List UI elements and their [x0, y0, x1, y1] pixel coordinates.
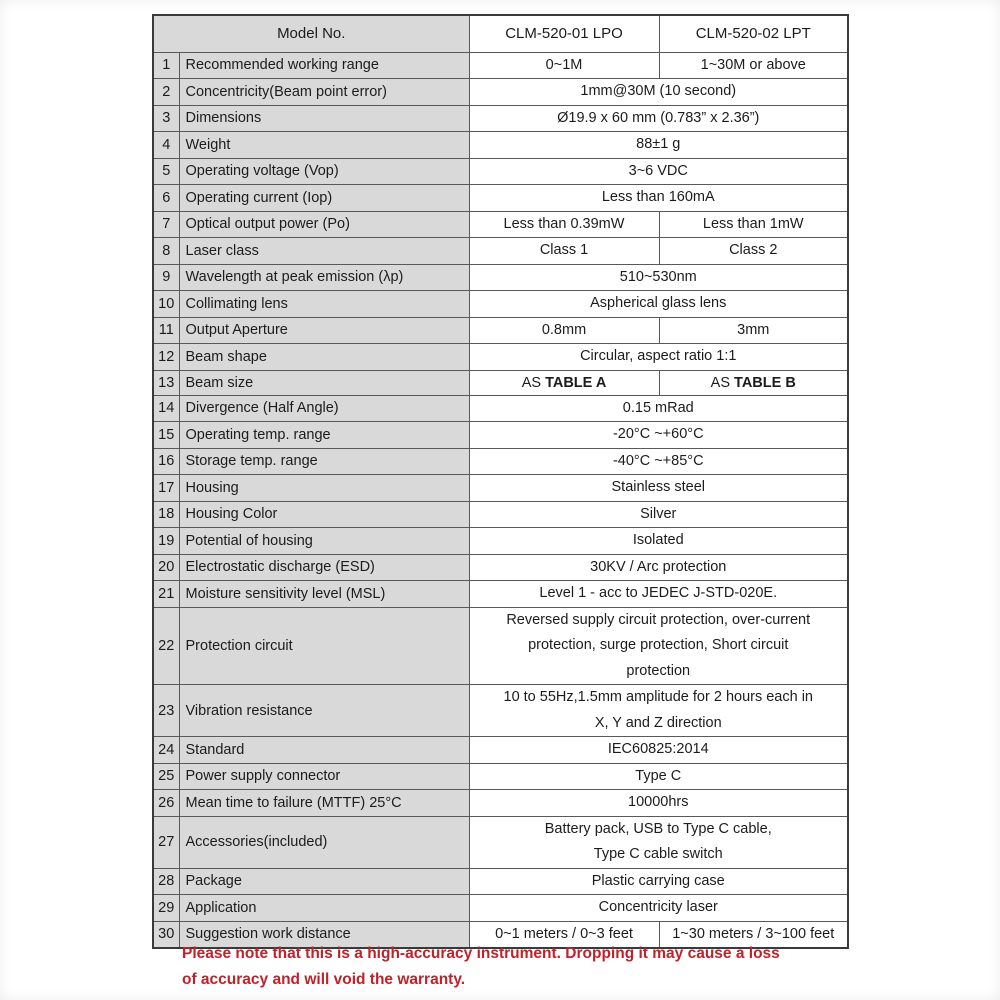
- spec-value-line: Circular, aspect ratio 1:1: [580, 348, 737, 364]
- spec-value-line: X, Y and Z direction: [594, 714, 722, 731]
- row-number: 6: [153, 185, 179, 212]
- spec-row: [153, 264, 848, 291]
- spec-value: [469, 581, 848, 608]
- row-number: 22: [153, 607, 179, 685]
- row-number: 18: [153, 501, 179, 528]
- spec-value-line: Less than 1mW: [702, 215, 804, 232]
- spec-row: [153, 52, 848, 79]
- spec-value-line: Aspherical glass lens: [590, 295, 727, 311]
- row-number: 29: [153, 895, 179, 922]
- warning-note-line-1: Please note that this is a high-accuracy instrument. Dropping it may cause a loss: [182, 945, 780, 962]
- row-number: 27: [153, 816, 179, 868]
- spec-value-line: Less than 160mA: [601, 189, 715, 205]
- spec-row: [153, 528, 848, 555]
- spec-label: Divergence (Half Angle): [179, 395, 469, 422]
- spec-table-body: [153, 52, 848, 948]
- spec-value: [469, 264, 848, 291]
- spec-value: [659, 211, 848, 238]
- spec-row: [153, 211, 848, 238]
- spec-label: Operating temp. range: [179, 422, 469, 449]
- spec-row: [153, 105, 848, 132]
- model-2-header: CLM-520-02 LPT: [659, 15, 848, 52]
- spec-value-line: 30KV / Arc protection: [590, 558, 727, 575]
- row-number: 13: [153, 370, 179, 395]
- spec-value: [469, 422, 848, 449]
- spec-value: [469, 52, 659, 79]
- spec-row: [153, 501, 848, 528]
- spec-label: Operating current (Iop): [179, 185, 469, 212]
- warning-note: [182, 941, 862, 993]
- spec-row: [153, 79, 848, 106]
- spec-label: Mean time to failure (MTTF) 25°C: [179, 790, 469, 817]
- spec-value-line: 10000hrs: [628, 794, 689, 810]
- spec-value-line: Battery pack, USB to Type C cable,: [544, 820, 772, 837]
- spec-row: [153, 685, 848, 737]
- spec-value: [469, 317, 659, 344]
- spec-row: [153, 790, 848, 817]
- spec-row: [153, 422, 848, 449]
- spec-value: [469, 158, 848, 185]
- spec-value-line: 1~30 meters / 3~100 feet: [672, 925, 835, 942]
- spec-value-line: Level 1 - acc to JEDEC J-STD-020E.: [539, 585, 778, 601]
- spec-label: Accessories(included): [179, 816, 469, 868]
- spec-value: [469, 448, 848, 475]
- row-number: 14: [153, 395, 179, 422]
- spec-table: [152, 14, 849, 949]
- spec-row: [153, 370, 848, 395]
- spec-label: Application: [179, 895, 469, 922]
- row-number: 10: [153, 291, 179, 318]
- spec-value: AS TABLE B: [659, 370, 848, 395]
- spec-value-line: 510~530nm: [619, 268, 697, 285]
- row-number: 21: [153, 581, 179, 608]
- spec-value-line: Isolated: [632, 532, 684, 548]
- row-number: 8: [153, 238, 179, 265]
- row-number: 5: [153, 158, 179, 185]
- row-number: 17: [153, 475, 179, 502]
- spec-value: AS TABLE A: [469, 370, 659, 395]
- spec-value: [469, 607, 848, 685]
- spec-value: [469, 895, 848, 922]
- spec-value-line: 3~6 VDC: [628, 162, 688, 179]
- spec-label: Optical output power (Po): [179, 211, 469, 238]
- spec-value: [469, 79, 848, 106]
- row-number: 3: [153, 105, 179, 132]
- spec-value: [469, 211, 659, 238]
- row-number: 20: [153, 554, 179, 581]
- spec-row: [153, 581, 848, 608]
- row-number: 26: [153, 790, 179, 817]
- spec-row: [153, 238, 848, 265]
- spec-label: Storage temp. range: [179, 448, 469, 475]
- spec-row: [153, 895, 848, 922]
- spec-value: [469, 105, 848, 132]
- spec-label: Laser class: [179, 238, 469, 265]
- spec-value: [469, 790, 848, 817]
- spec-value-line: Ø19.9 x 60 mm (0.783” x 2.36”): [557, 109, 760, 126]
- spec-label: Potential of housing: [179, 528, 469, 555]
- spec-label: Housing Color: [179, 501, 469, 528]
- row-number: 1: [153, 52, 179, 79]
- spec-label: Beam shape: [179, 344, 469, 371]
- spec-value: [469, 238, 659, 265]
- spec-value-line: Reversed supply circuit protection, over-current: [506, 611, 811, 628]
- spec-value: [469, 737, 848, 764]
- model-1-header: CLM-520-01 LPO: [469, 15, 659, 52]
- row-number: 23: [153, 685, 179, 737]
- spec-row: [153, 554, 848, 581]
- spec-row: [153, 132, 848, 159]
- spec-label: Vibration resistance: [179, 685, 469, 737]
- spec-label: Moisture sensitivity level (MSL): [179, 581, 469, 608]
- spec-value-line: Silver: [640, 505, 677, 522]
- row-number: 19: [153, 528, 179, 555]
- spec-label: Housing: [179, 475, 469, 502]
- spec-value-line: Type C: [635, 767, 682, 784]
- spec-value: [469, 395, 848, 422]
- spec-value: [469, 528, 848, 555]
- spec-label: Wavelength at peak emission (λp): [179, 264, 469, 291]
- spec-row: [153, 737, 848, 764]
- spec-value: [469, 132, 848, 159]
- spec-value: [469, 344, 848, 371]
- row-number: 11: [153, 317, 179, 344]
- spec-value-line: 0.15 mRad: [622, 399, 694, 416]
- row-number: 7: [153, 211, 179, 238]
- spec-label: Weight: [179, 132, 469, 159]
- spec-label: Standard: [179, 737, 469, 764]
- header-row: [153, 15, 848, 52]
- spec-label: Dimensions: [179, 105, 469, 132]
- row-number: 12: [153, 344, 179, 371]
- spec-value-line: 1mm@30M (10 second): [580, 83, 737, 99]
- spec-value-line: protection: [626, 662, 691, 679]
- spec-value-line: 3mm: [737, 321, 770, 338]
- spec-row: [153, 185, 848, 212]
- spec-label: Operating voltage (Vop): [179, 158, 469, 185]
- spec-label: Protection circuit: [179, 607, 469, 685]
- spec-value: [469, 475, 848, 502]
- spec-label: Collimating lens: [179, 291, 469, 318]
- spec-value-line: -40°C ~+85°C: [612, 452, 704, 469]
- spec-value-line: Stainless steel: [611, 479, 705, 495]
- spec-value-line: Plastic carrying case: [591, 872, 725, 889]
- spec-value-line: Type C cable switch: [593, 846, 723, 862]
- spec-value: [659, 52, 848, 79]
- spec-row: [153, 763, 848, 790]
- row-number: 9: [153, 264, 179, 291]
- spec-label: Beam size: [179, 370, 469, 395]
- spec-label: Output Aperture: [179, 317, 469, 344]
- spec-value: [469, 868, 848, 895]
- spec-row: [153, 607, 848, 685]
- spec-row: [153, 291, 848, 318]
- spec-value-line: 10 to 55Hz,1.5mm amplitude for 2 hours each in: [503, 689, 813, 705]
- spec-value-line: 0~1M: [545, 56, 583, 73]
- spec-label: Concentricity(Beam point error): [179, 79, 469, 106]
- row-number: 30: [153, 921, 179, 948]
- row-number: 24: [153, 737, 179, 764]
- spec-row: [153, 395, 848, 422]
- spec-value: [659, 238, 848, 265]
- spec-value: [469, 816, 848, 868]
- spec-value: [469, 501, 848, 528]
- spec-value: [469, 291, 848, 318]
- row-number: 15: [153, 422, 179, 449]
- spec-value-line: -20°C ~+60°C: [612, 426, 704, 442]
- spec-row: [153, 158, 848, 185]
- spec-label: Suggestion work distance: [179, 921, 469, 948]
- spec-value-line: Concentricity laser: [598, 899, 718, 915]
- warning-note-line-2: of accuracy and will void the warranty.: [182, 971, 466, 988]
- spec-label: Power supply connector: [179, 763, 469, 790]
- spec-value-line: 1~30M or above: [700, 56, 806, 73]
- spec-value-line: IEC60825:2014: [607, 741, 709, 757]
- spec-row: [153, 344, 848, 371]
- spec-row: [153, 816, 848, 868]
- spec-value-line: protection, surge protection, Short circuit: [528, 637, 789, 653]
- spec-label: Recommended working range: [179, 52, 469, 79]
- spec-value-line: Class 2: [729, 242, 778, 258]
- spec-value: [469, 685, 848, 737]
- spec-value-line: Less than 0.39mW: [503, 215, 625, 232]
- row-number: 25: [153, 763, 179, 790]
- row-number: 28: [153, 868, 179, 895]
- spec-value-line: 0.8mm: [541, 321, 587, 338]
- spec-value: [469, 554, 848, 581]
- spec-row: [153, 317, 848, 344]
- spec-value-line: 0~1 meters / 0~3 feet: [495, 925, 633, 942]
- spec-row: [153, 475, 848, 502]
- spec-value: [469, 185, 848, 212]
- spec-label: Electrostatic discharge (ESD): [179, 554, 469, 581]
- row-number: 4: [153, 132, 179, 159]
- spec-value: [469, 763, 848, 790]
- spec-row: [153, 868, 848, 895]
- row-number: 2: [153, 79, 179, 106]
- spec-row: [153, 448, 848, 475]
- row-number: 16: [153, 448, 179, 475]
- spec-value-line: Class 1: [539, 242, 589, 258]
- spec-label: Package: [179, 868, 469, 895]
- spec-value: [659, 317, 848, 344]
- spec-value-line: 88±1 g: [636, 136, 681, 152]
- model-no-header: Model No.: [153, 15, 469, 52]
